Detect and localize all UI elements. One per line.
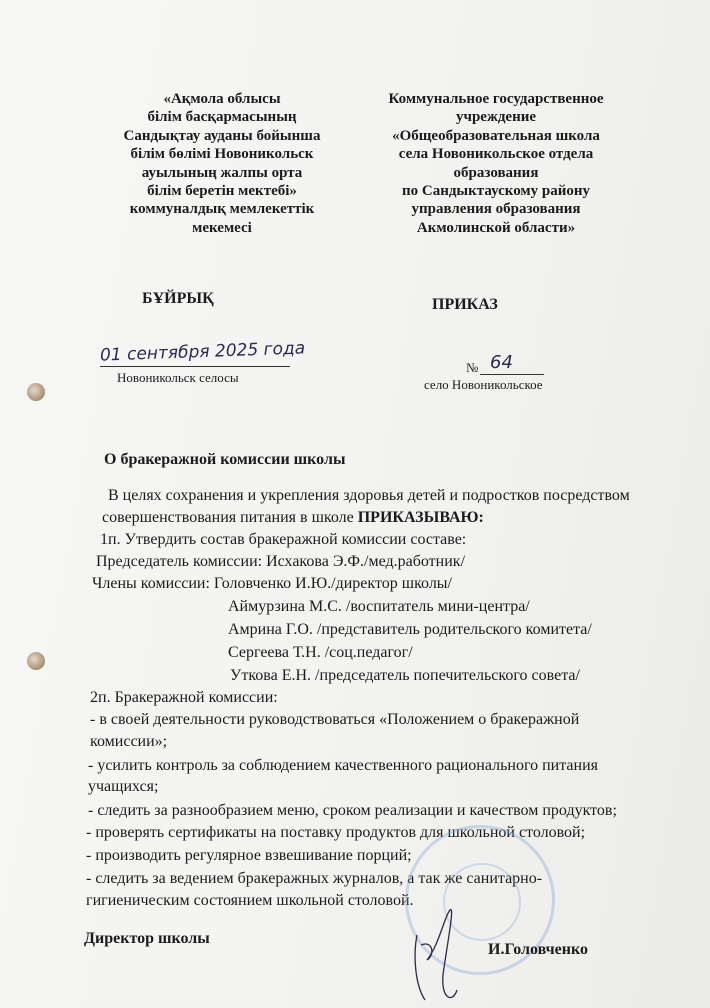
number-underline xyxy=(480,374,544,375)
header-line: білім басқармасының xyxy=(147,109,297,126)
doc-type-ru: ПРИКАЗ xyxy=(432,296,498,313)
order-keyword: ПРИКАЗЫВАЮ: xyxy=(357,509,484,526)
body-line: - следить за разнообразием меню, сроком реализации и качеством продуктов; xyxy=(88,802,617,819)
signatory-name: И.Головченко xyxy=(488,941,588,958)
doc-type-kz: БҰЙРЫҚ xyxy=(142,290,214,307)
header-line: «Общеобразовательная школа xyxy=(392,127,600,144)
body-line: Председатель комиссии: Исхакова Э.Ф./мед.работник/ xyxy=(96,553,466,570)
body-line: Члены комиссии: Головченко И.Ю./директор школы/ xyxy=(92,575,452,592)
header-ru xyxy=(380,90,612,237)
header-line: учреждение xyxy=(455,109,537,126)
header-line: Сандықтау ауданы бойынша xyxy=(123,127,321,144)
punch-hole xyxy=(27,383,45,401)
number-value: 64 xyxy=(490,352,513,373)
body-line: - производить регулярное взвешивание порций; xyxy=(86,847,412,864)
body-line: Аймурзина М.С. /воспитатель мини-центра/ xyxy=(228,598,530,615)
punch-hole xyxy=(27,652,45,670)
body-text: совершенствования питания в школе xyxy=(102,509,358,526)
header-line: села Новоникольское отдела xyxy=(398,146,594,163)
body-line: - следить за ведением бракеражных журналов, а так же санитарно- xyxy=(86,870,543,887)
body-line: Сергеева Т.Н. /соц.педагог/ xyxy=(228,644,413,661)
header-line: мекемесі xyxy=(192,219,252,236)
header-line: по Сандыктаускому району xyxy=(401,183,591,200)
header-line: ауылының жалпы орта xyxy=(141,164,303,181)
header-line: коммуналдық мемлекеттік xyxy=(129,201,315,218)
body-line: - усилить контроль за соблюдением качественного рационального питания xyxy=(88,757,599,774)
body-line: учащихся; xyxy=(88,778,159,795)
body-line: гигиеническим состоянием школьной столовой. xyxy=(86,892,414,909)
body-line: - в своей деятельности руководствоваться «Положением о бракеражной xyxy=(90,711,580,728)
number-label: № xyxy=(466,360,479,375)
date-underline xyxy=(100,366,290,367)
signatory-position: Директор школы xyxy=(84,930,210,947)
body-line: В целях сохранения и укрепления здоровья детей и подростков посредством xyxy=(108,487,630,504)
signature-mark xyxy=(405,905,485,1005)
header-kz xyxy=(112,90,332,237)
header-line: Акмолинской области» xyxy=(416,219,576,236)
body-line: - проверять сертификаты на поставку продуктов для школьной столовой; xyxy=(86,824,586,841)
order-title: О бракеражной комиссии школы xyxy=(104,451,346,468)
header-line: управления образования xyxy=(411,201,581,218)
header-line: білім беретін мектебі» xyxy=(147,183,297,200)
header-line: Коммунальное государственное xyxy=(388,91,604,107)
place-ru: село Новоникольское xyxy=(424,377,543,392)
header-line: «Ақмола облысы xyxy=(163,91,281,107)
body-line: Уткова Е.Н. /председатель попечительского совета/ xyxy=(230,667,580,684)
body-line: комиссии»; xyxy=(90,733,168,750)
body-line: 2п. Бракеражной комиссии: xyxy=(90,689,278,706)
place-kz: Новоникольск селосы xyxy=(117,370,239,385)
date-handwritten: 01 сентября 2025 года xyxy=(99,338,306,366)
body-line: Амрина Г.О. /представитель родительского комитета/ xyxy=(228,621,592,638)
header-line: білім бөлімі Новоникольск xyxy=(130,146,314,163)
body-line xyxy=(102,509,484,527)
body-line: 1п. Утвердить состав бракеражной комиссии составе: xyxy=(100,531,467,548)
header-line: образования xyxy=(453,164,539,181)
